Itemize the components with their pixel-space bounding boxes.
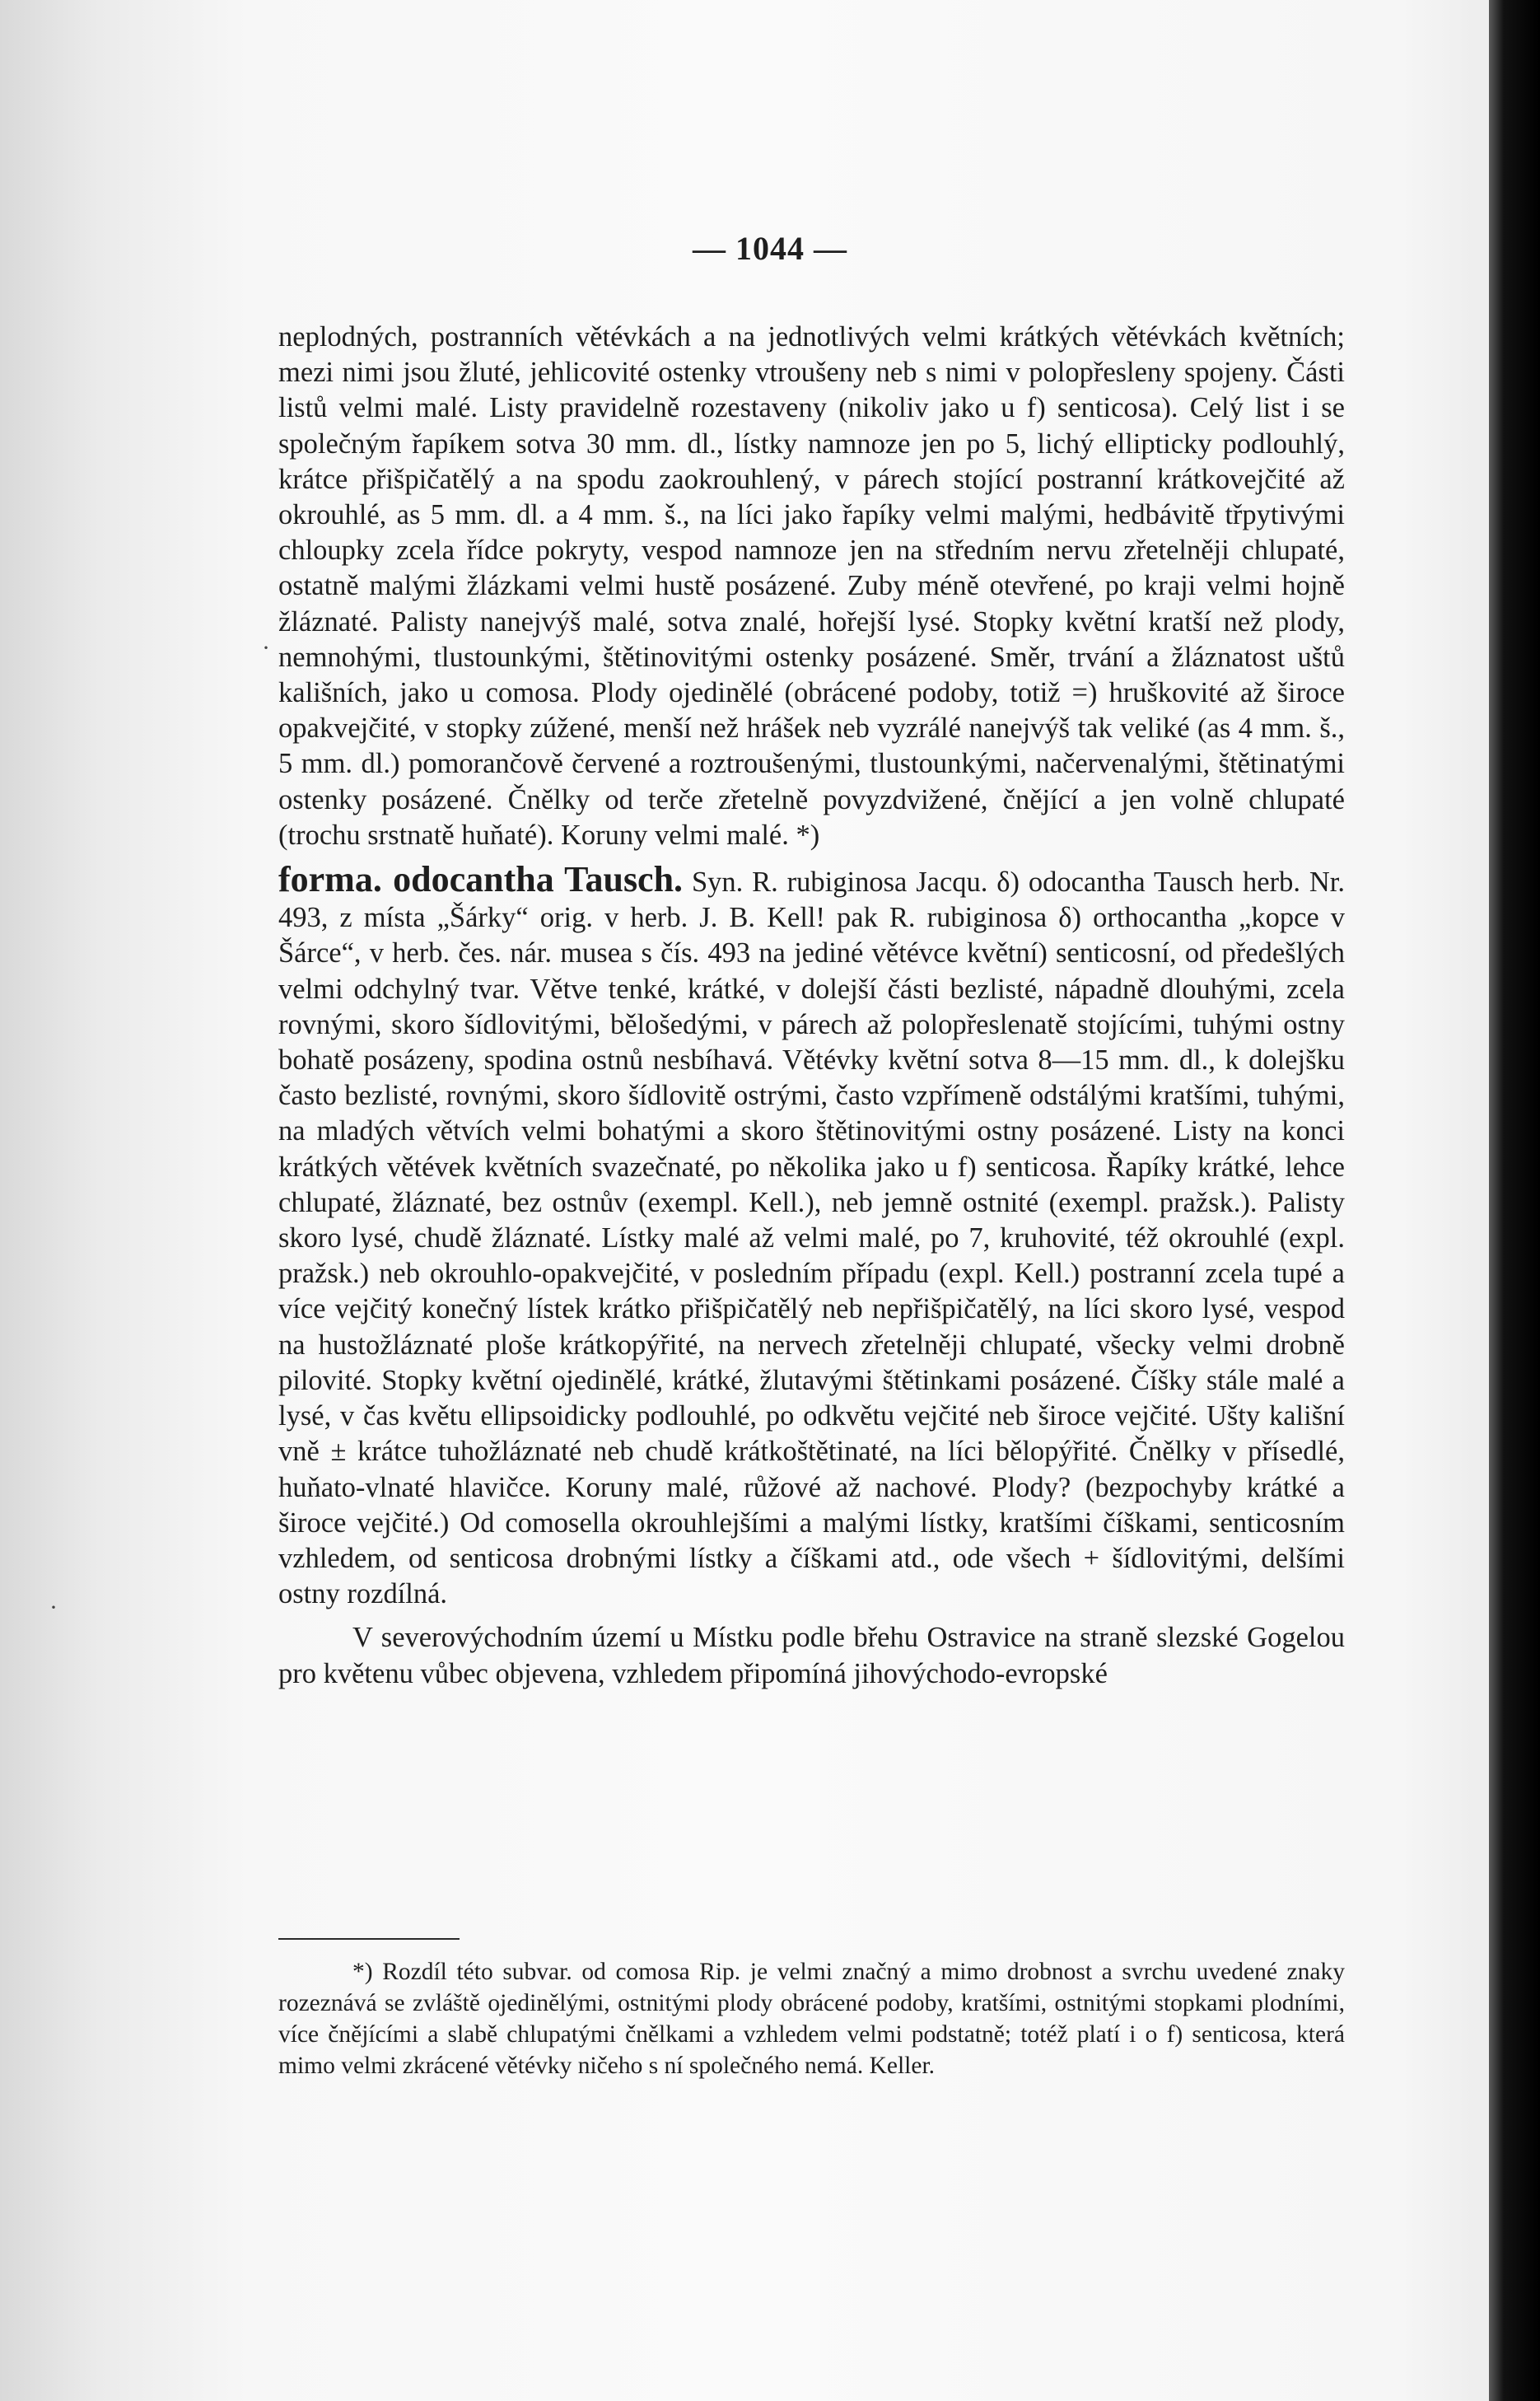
main-text bbox=[278, 320, 1345, 1692]
distribution-paragraph: V severovýchodním území u Místku podle břehu Ostravice na straně slezské Gogelou pro květenu vůbec objevena, vzhledem připomíná jihovýchodo-evropské bbox=[278, 1622, 1345, 1689]
footnote bbox=[278, 1956, 1345, 2081]
paragraph-continuation: neplodných, postranních větévkách a na jednotlivých velmi krátkých větévkách květních; mezi nimi jsou žluté, jehlicovité ostenky vtroušeny neb s nimi v polopřesleny spojeny. Části listů velmi malé. Listy pravidelně rozestaveny (nikoliv jako u f) senticosa). Celý list i se společným řapíkem sotva 30 mm. dl., lístky namnoze jen po 5, lichý ellipticky podlouhlý, krátce přišpičatělý a na spodu zaokrouhlený, v párech stojící postranní krátkovejčité až okrouhlé, as 5 mm. dl. a 4 mm. š., na líci jako řapíky velmi malými, hedbávitě třpytivými chloupky zcela řídce pokryty, vespod namnoze jen na středním nervu zřetelněji chlupaté, ostatně malými žlázkami velmi hustě posázené. Zuby méně otevřené, po kraji velmi hojně žláznaté. Palisty nanejvýš malé, sotva znalé, hořejší lysé. Stopky květní kratší než plody, nemnohými, tlustounkými, štětinovitými ostenky posázené. Směr, trvání a žláznatost uštů kališních, jako u comosa. Plody ojedinělé (obrácené podoby, totiž =) hruškovité až široce opakvejčité, v stopky zúžené, menší než hrášek neb vyzrálé nanejvýš tak veliké (as 4 mm. š., 5 mm. dl.) pomorančově červené a roztroušenými, tlustounkými, načervenalými, štětinatými ostenky posázené. Čnělky od terče zřetelně povyzdvižené, čnějící a jen volně chlupaté (trochu srstnatě huňaté). Koruny velmi malé. *) bbox=[278, 321, 1345, 851]
footnote-divider bbox=[278, 1938, 460, 1940]
forma-heading: forma. odocantha Tausch. bbox=[278, 859, 684, 900]
margin-speck: · bbox=[49, 1594, 58, 1621]
footnote-text: *) Rozdíl této subvar. od comosa Rip. je velmi značný a mimo drobnost a svrchu uvedené znaky rozeznává se zvláště ojedinělými, ostnitými plody obrácené podoby, kratšími, ostnitými stopkami plodními, více čnějícími a slabě chlupatými čnělkami a vzhledem velmi podstatně; totéž platí i o f) senticosa, která mimo velmi zkrácené větévky ničeho s ní společného nemá. Keller. bbox=[278, 1959, 1345, 2079]
page-number: — 1044 — bbox=[693, 230, 847, 267]
forma-paragraph bbox=[278, 859, 1345, 1612]
forma-description: Syn. R. rubiginosa Jacqu. δ) odocantha Tausch herb. Nr. 493, z místa „Šárky“ orig. v herb. J. B. Kell! pak R. rubiginosa δ) orthocantha „kopce v Šárce“, v herb. čes. nár. musea s čís. 493 na jediné větévce květní) senticosní, od předešlých velmi odchylný tvar. Větve tenké, krátké, v dolejší části bezlisté, nápadně dlouhými, zcela rovnými, skoro šídlovitými, bělošedými, v párech až polopřeslenatě stojícími, tuhými ostny bohatě posázeny, spodina ostnů nesbíhavá. Větévky květní sotva 8—15 mm. dl., k dolejšku často bezlisté, rovnými, skoro šídlovitě ostrými, často vzpřímeně odstálými kratšími, tuhými, na mladých větvích velmi bohatými a skoro štětinovitými ostny posázené. Listy na konci krátkých větévek květních svazečnaté, po několika jako u f) senticosa. Řapíky krátké, lehce chlupaté, žláznaté, bez ostnův (exempl. Kell.), neb jemně ostnité (exempl. pražsk.). Palisty skoro lysé, chudě žláznaté. Lístky malé až velmi malé, po 7, kruhovité, též okrouhlé (expl. pražsk.) neb okrouhlo-opakvejčité, v posledním případu (expl. Kell.) postranní zcela tupé a více vejčitý konečný lístek krátko přišpičatělý neb nepřišpičatělý, na líci skoro lysé, vespod na hustožláznaté ploše krátkopýřité, na nervech zřetelněji chlupaté, všecky velmi drobně pilovité. Stopky květní ojedinělé, krátké, žlutavými štětinkami posázené. Číšky stále malé a lysé, v čas květu ellipsoidicky podlouhlé, po odkvětu vejčité neb široce vejčité. Ušty kališní vně ± krátce tuhožláznaté neb chudě krátkoštětinaté, na líci bělopýřité. Čnělky v přísedlé, huňato-vlnaté hlavičce. Koruny malé, růžové až nachové. Plody? (bezpochyby krátké a široce vejčité.) Od comosella okrouhlejšími a malými lístky, kratšími číškami, senticosním vzhledem, od senticosa drobnými lístky a číškami atd., ode všech + šídlovitými, delšími ostny rozdílná. bbox=[278, 867, 1345, 1610]
margin-speck: · bbox=[262, 634, 270, 661]
scan-dark-edge bbox=[1489, 0, 1540, 2401]
